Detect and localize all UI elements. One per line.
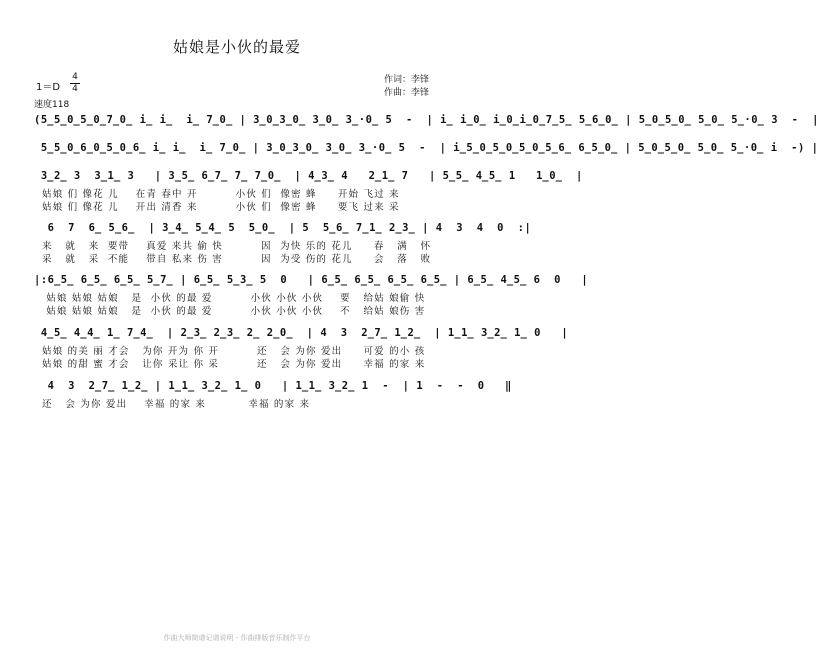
notation-line: 4 3 2̲7̲ 1̲2̲ | 1̲1̲ 3̲2̲ 1̲ 0 | 1̲1̲ 3̲2̲ 1 - | 1 - - 0 ‖ <box>34 380 512 392</box>
lyric-line: 姑娘 们 像花 儿 在青 春中 开 小伙 们 像密 蜂 开始 飞过 来 <box>42 189 400 200</box>
credits <box>384 74 429 100</box>
lyric-line: 姑娘 姑娘 姑娘 是 小伙 的最 爱 小伙 小伙 小伙 不 给姑 娘伤 害 <box>42 306 426 317</box>
time-signature-top: 4 <box>72 72 78 82</box>
footer-watermark: 作曲大师简谱记谱说明 - 作曲排版音乐制作平台 <box>163 634 311 642</box>
time-signature <box>70 73 80 94</box>
notation-line: 5̲5̲0̲6̲0̲5̲0̲6̲ i̲ i̲ i̲ 7̲0̲ | 3̲0̲3̲0̲ 3̲0̲ 3̲·0̲ 5 - | i̲5̲0̲5̲0̲5̲0̲5̲6̲ 6̲5̲0̲ | 5̲0̲5̲0̲ 5̲0̲ 5̲·0̲ i -) | <box>34 142 819 154</box>
lyric-line: 来 就 来 要带 真爱 来共 偷 快 因 为快 乐的 花儿 春 满 怀 <box>42 241 432 252</box>
key-signature: 1＝D <box>36 82 61 93</box>
staff-row-1 <box>34 108 819 126</box>
notation-line: |:6̲5̲ 6̲5̲ 6̲5̲ 5̲7̲ | 6̲5̲ 5̲3̲ 5 0 | 6̲5̲ 6̲5̲ 6̲5̲ 6̲5̲ | 6̲5̲ 4̲5̲ 6 0 | <box>34 274 589 286</box>
lyric-line: 采 就 采 不能 带自 私来 伤 害 因 为受 伤的 花儿 会 落 败 <box>42 254 432 265</box>
lyric-line: 姑娘 的美 丽 才会 为你 开为 你 开 还 会 为你 爱出 可爱 的小 孩 <box>42 346 426 357</box>
song-title: 姑娘是小伙的最爱 <box>172 38 301 56</box>
staff-row-3 <box>34 164 583 182</box>
notation-line: 6 7 6̲ 5̲6̲ | 3̲4̲ 5̲4̲ 5 5̲0̲ | 5 5̲6̲ 7̲1̲ 2̲3̲ | 4 3 4 0 :| <box>34 222 532 234</box>
lyric-line: 姑娘 们 像花 儿 开出 清香 来 小伙 们 像密 蜂 要飞 过来 采 <box>42 202 400 213</box>
lyric-line: 姑娘 姑娘 姑娘 是 小伙 的最 爱 小伙 小伙 小伙 要 给姑 娘偷 快 <box>42 293 426 304</box>
staff-row-2 <box>34 136 819 154</box>
notation-line: (5̲5̲0̲5̲0̲7̲0̲ i̲ i̲ i̲ 7̲0̲ | 3̲0̲3̲0̲ 3̲0̲ 3̲·0̲ 5 - | i̲ i̲0̲ i̲0̲i̲0̲7̲5̲ 5̲6̲0̲ | 5̲0̲5̲0̲ 5̲0̲ 5̲·0̲ 3 - | <box>34 114 819 126</box>
notation-line: 3̲2̲ 3 3̲1̲ 3 | 3̲5̲ 6̲7̲ 7̲ 7̲0̲ | 4̲3̲ 4 2̲1̲ 7 | 5̲5̲ 4̲5̲ 1 1̲0̲ | <box>34 170 583 182</box>
composer-credit: 作曲：李锋 <box>384 88 430 98</box>
time-signature-bottom: 4 <box>72 84 78 94</box>
staff-row-5 <box>34 268 589 286</box>
staff-row-6 <box>34 321 569 339</box>
staff-row-4 <box>34 216 532 234</box>
notation-line: 4̲5̲ 4̲4̲ 1̲ 7̲4̲ | 2̲3̲ 2̲3̲ 2̲ 2̲0̲ | 4 3 2̲7̲ 1̲2̲ | 1̲1̲ 3̲2̲ 1̲ 0 | <box>34 327 569 339</box>
lyricist-credit: 作词：李锋 <box>384 75 430 85</box>
tempo-marking: 速度118 <box>34 100 70 110</box>
staff-row-7 <box>34 374 512 392</box>
lyric-line: 姑娘 的甜 蜜 才会 让你 采让 你 采 还 会 为你 爱出 幸福 的家 来 <box>42 359 426 370</box>
lyric-line: 还 会 为你 爱出 幸福 的家 来 幸福 的家 来 <box>42 399 311 410</box>
